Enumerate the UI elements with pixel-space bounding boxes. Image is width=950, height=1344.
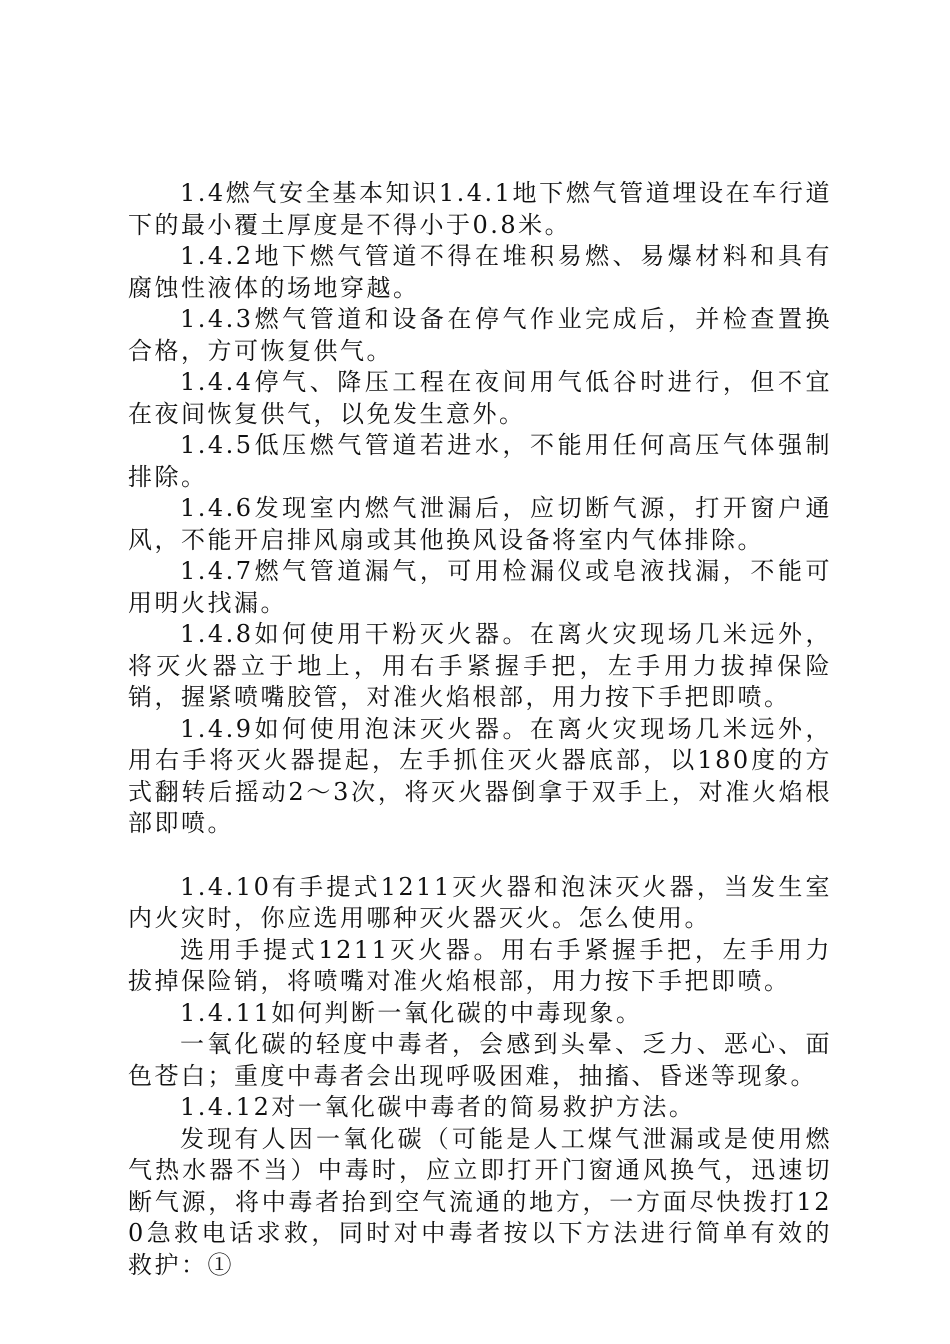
paragraph-1-4-10-answer: 选用手提式1211灭火器。用右手紧握手把，左手用力拔掉保险销，将喷嘴对准火焰根部，用力按下手把即喷。 (128, 935, 832, 995)
paragraph-1-4-9: 1.4.9如何使用泡沫灭火器。在离火灾现场几米远外，用右手将灭火器提起，左手抓住灭火器底部，以180度的方式翻转后摇动2～3次，将灭火器倒拿于双手上，对准火焰根部即喷。 (128, 714, 832, 837)
paragraph-1-4-3: 1.4.3燃气管道和设备在停气作业完成后，并检查置换合格，方可恢复供气。 (128, 305, 832, 365)
paragraph-1-4-2: 1.4.2地下燃气管道不得在堆积易燃、易爆材料和具有腐蚀性液体的场地穿越。 (128, 242, 832, 302)
paragraph-1-4-11: 1.4.11如何判断一氧化碳的中毒现象。 (180, 998, 643, 1027)
paragraph-1-4-12-answer: 发现有人因一氧化碳（可能是人工煤气泄漏或是使用燃气热水器不当）中毒时，应立即打开门窗通风换气，迅速切断气源，将中毒者抬到空气流通的地方，一方面尽快拨打120急救电话求救，同时对中毒者按以下方法进行简单有效的救护：① (128, 1124, 832, 1279)
paragraph-gap (128, 840, 832, 872)
paragraph-1-4-7: 1.4.7燃气管道漏气，可用检漏仪或皂液找漏，不能可用明火找漏。 (128, 557, 832, 617)
paragraph-1-4-12: 1.4.12对一氧化碳中毒者的简易救护方法。 (180, 1093, 696, 1121)
paragraph-1-4-8: 1.4.8如何使用干粉灭火器。在离火灾现场几米远外，将灭火器立于地上，用右手紧握手把，左手用力拔掉保险销，握紧喷嘴胶管，对准火焰根部，用力按下手把即喷。 (128, 620, 832, 711)
paragraph-1-4-6: 1.4.6发现室内燃气泄漏后，应切断气源，打开窗户通风，不能开启排风扇或其他换风设备将室内气体排除。 (128, 494, 832, 554)
document-body (128, 178, 832, 1281)
paragraph-1-4-11-answer: 一氧化碳的轻度中毒者，会感到头晕、乏力、恶心、面色苍白；重度中毒者会出现呼吸困难，抽搐、昏迷等现象。 (128, 1030, 832, 1090)
paragraph-1-4-5: 1.4.5低压燃气管道若进水，不能用任何高压气体强制排除。 (128, 431, 832, 491)
paragraph-1-4-4: 1.4.4停气、降压工程在夜间用气低谷时进行，但不宜在夜间恢复供气，以免发生意外。 (128, 368, 832, 428)
paragraph-1-4-1: 1.4燃气安全基本知识1.4.1地下燃气管道埋设在车行道下的最小覆土厚度是不得小于0.8米。 (128, 179, 832, 239)
paragraph-1-4-10: 1.4.10有手提式1211灭火器和泡沫灭火器，当发生室内火灾时，你应选用哪种灭火器灭火。怎么使用。 (128, 872, 832, 932)
